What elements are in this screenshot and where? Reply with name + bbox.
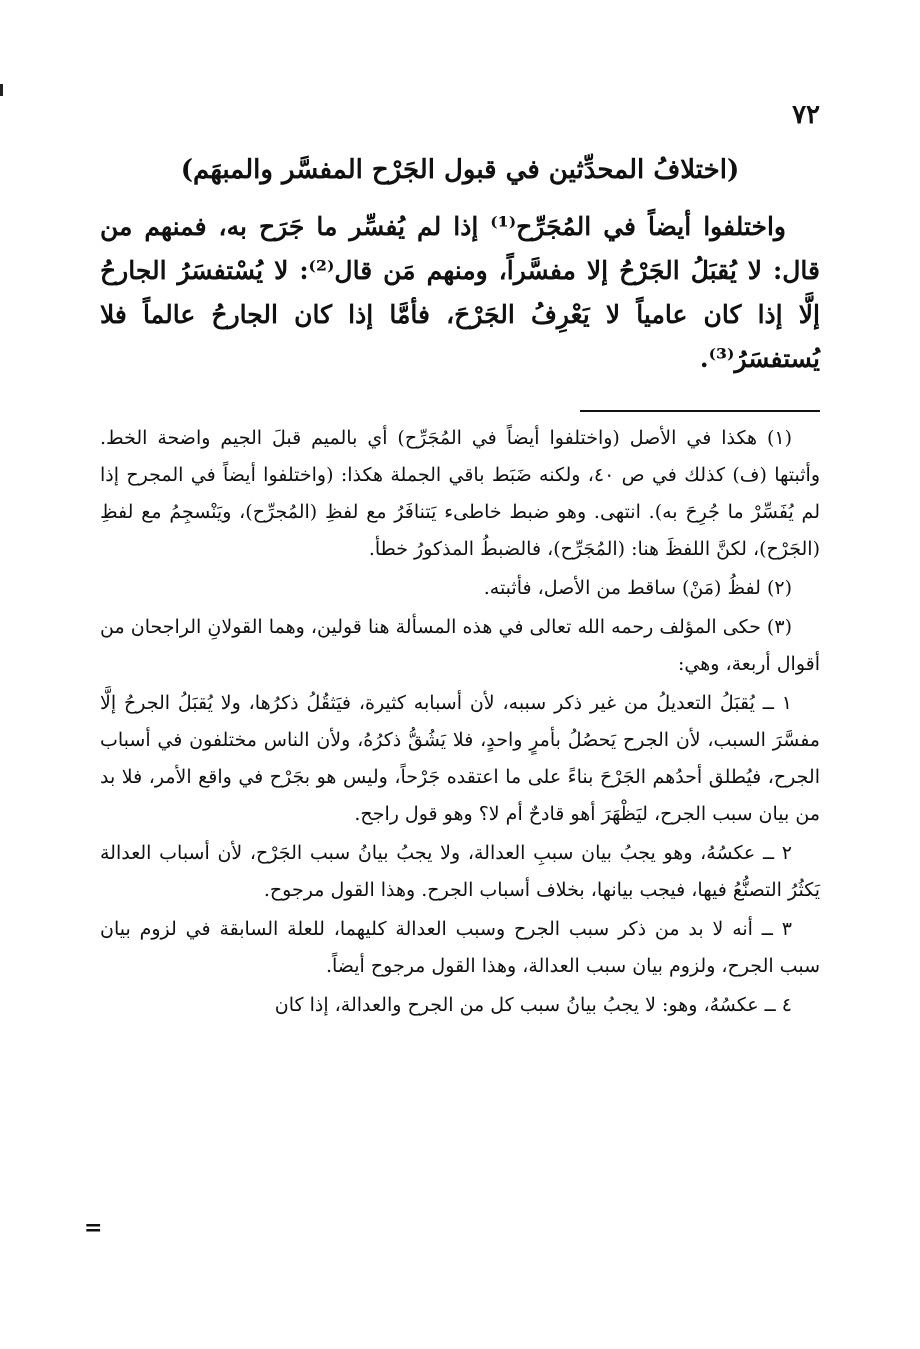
page-number: ٧٢ <box>792 100 820 130</box>
main-text <box>100 205 820 381</box>
footnote-3-item-1: ١ ــ يُقبَلُ التعديلُ من غير ذكر سببه، لأن أسبابه كثيرة، فيَثقُلُ ذكرُها، ولا يُقبَلُ الجرحُ إلَّا مفسَّرَ السبب، لأن الجرح يَحصُلُ بأمرٍ واحدٍ، فلا يَشُقُّ ذكرُهُ، ولأن الناس مختلفون في أسباب الجرح، فيُطلق أحدُهم الجَرْحَ بناءً على ما اعتقده جَرْحاً، وليس هو بجَرْح في واقع الأمر، فلا بد من بيان سبب الجرح، ليَظْهَرَ أهو قادحٌ أم لا؟ وهو قول راجح. <box>100 692 820 825</box>
footnote-3-item-3: ٣ ــ أنه لا بد من ذكر سبب الجرح وسبب العدالة كليهما، للعلة السابقة في لزوم بيان سبب الجرح، ولزوم بيان سبب العدالة، وهذا القول مرجوح أيضاً. <box>100 918 820 977</box>
footnote-separator <box>580 410 820 412</box>
scan-edge-mark <box>0 84 3 96</box>
footnotes <box>100 420 820 1026</box>
continuation-mark: = <box>84 1215 103 1241</box>
footnote-3: (٣) حكى المؤلف رحمه الله تعالى في هذه المسألة هنا قولين، وهما القولانِ الراجحان من أقوال أربعة، وهي: <box>100 616 820 675</box>
footnote-2: (٢) لفظُ (مَنْ) ساقط من الأصل، فأثبته. <box>483 577 792 599</box>
chapter-title: (اختلافُ المحدِّثين في قبول الجَرْح المفسَّر والمبهَم) <box>180 155 740 185</box>
main-paragraph: واختلفوا أيضاً في المُجَرِّح⁽¹⁾ إذا لم يُفسِّر ما جَرَح به، فمنهم من قال: لا يُقبَلُ الجَرْحُ إلا مفسَّراً، ومنهم مَن قال⁽²⁾: لا يُسْتفسَرُ الجارحُ إلَّا إذا كان عامياً لا يَعْرِفُ الجَرْحَ، فأمَّا إذا كان الجارحُ عالماً فلا يُستفسَرُ⁽³⁾. <box>100 212 821 373</box>
footnote-3-item-4: ٤ ــ عكسُهُ، وهو: لا يجبُ بيانُ سبب كل من الجرح والعدالة، إذا كان <box>274 994 792 1016</box>
footnote-3-item-2: ٢ ــ عكسُهُ، وهو يجبُ بيان سببِ العدالة، ولا يجبُ بيانُ سبب الجَرْح، لأن أسباب العدالة يَكثُرُ التصنُّعُ فيها، فيجب بيانها، بخلاف أسباب الجرح. وهذا القول مرجوح. <box>100 842 820 901</box>
footnote-1: (١) هكذا في الأصل (واختلفوا أيضاً في المُجَرِّح) أي بالميم قبلَ الجيم واضحة الخط. وأثبتها (ف) كذلك في ص ٤٠، ولكنه ضَبَط باقي الجملة هكذا: (واختلفوا أيضاً في المجرح إذا لم يُفَسِّرْ ما جُرِحَ به). انتهى. وهو ضبط خاطىء يَتنافَرُ مع لفظِ (المُجرِّح)، ويَنْسجِمُ مع لفظِ (الجَرْح)، لكنَّ اللفظَ هنا: (المُجَرِّح)، فالضبطُ المذكورُ خطأ. <box>100 427 820 560</box>
